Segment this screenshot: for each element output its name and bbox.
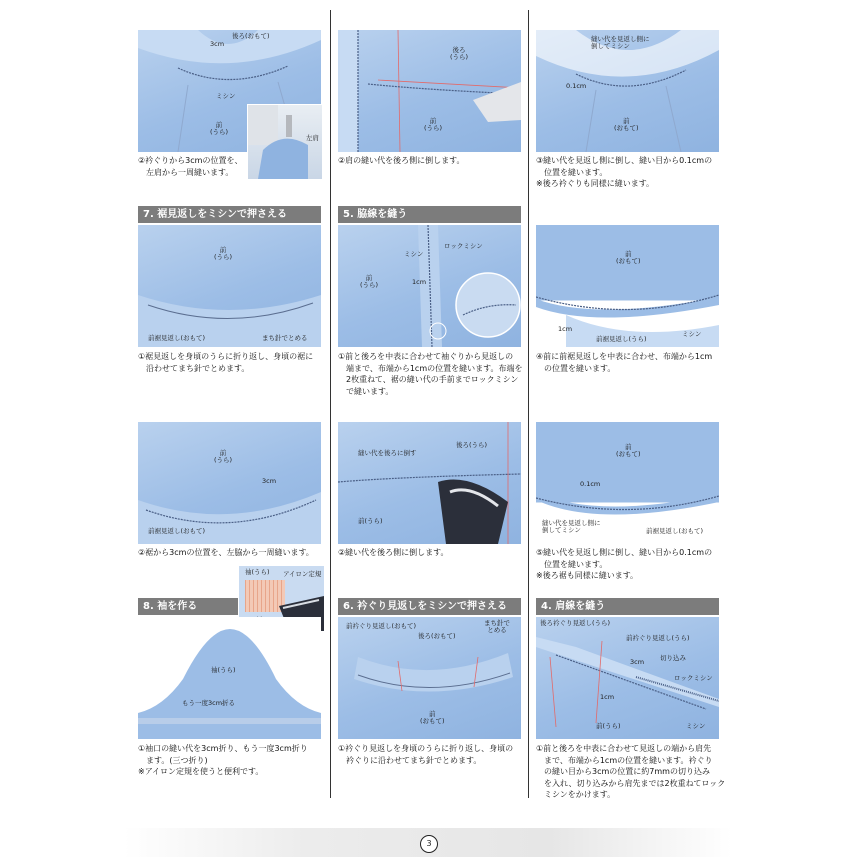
photo-hem-stitched	[138, 422, 321, 544]
label-facing: 前裾見返し(おもて)	[148, 527, 206, 535]
photo-hem-topstitch	[536, 422, 719, 544]
caption-line: ②縫い代を後ろ側に倒します。	[338, 548, 449, 557]
label-fold-back: 縫い代を後ろに倒す	[358, 449, 417, 457]
caption-line: 端まで、布端から1cmの位置を縫います。布端を	[338, 363, 523, 373]
caption-c2-p3	[338, 547, 528, 559]
photo-sleeve	[138, 617, 321, 739]
caption-line: ※後ろ衿ぐりも同様に縫います。	[536, 179, 655, 189]
label-machine: ミシン	[216, 92, 236, 100]
label-1cm: 1cm	[600, 693, 615, 701]
column-divider-right	[528, 10, 529, 798]
label-0.1cm: 0.1cm	[580, 480, 601, 488]
section-header-6: 6. 衿ぐり見返しをミシンで押さえる	[338, 598, 521, 615]
label-facing: 前衿ぐり見返し(おもて)	[346, 622, 417, 630]
caption-c2-p1	[338, 155, 528, 167]
caption-line: ※後ろ裾も同様に縫います。	[536, 571, 639, 581]
label-front: 前 (うら)	[360, 274, 379, 290]
caption-line: ②肩の縫い代を後ろ側に倒します。	[338, 156, 465, 165]
photo-neck-facing-pinned	[338, 617, 521, 739]
photo-side-seam	[338, 225, 521, 347]
photo-side-seam-iron	[338, 422, 521, 544]
label-front: 前 (うら)	[214, 246, 233, 262]
label-note: 縫い代を見返し側に 倒してミシン	[542, 519, 601, 535]
caption-c2-p2	[338, 351, 528, 397]
page-number: 3	[420, 835, 438, 853]
label-front: 前(うら)	[596, 722, 621, 730]
label-3cm: 3cm	[210, 40, 225, 48]
caption-line: ①前と後ろを中表に合わせて見返しの端から肩先	[536, 744, 712, 753]
section-header-4: 4. 肩線を縫う	[536, 598, 719, 615]
caption-line: で縫います。	[338, 386, 394, 396]
label-front: 前(うら)	[358, 517, 383, 525]
caption-line: ①裾見返しを身頃のうらに折り返し、身頃の裾に	[138, 352, 314, 361]
label-back: 後ろ(おもて)	[232, 32, 270, 40]
column-divider-left	[330, 10, 331, 798]
photo-hem-facing-sew	[536, 225, 719, 347]
caption-line: を入れ、切り込みから肩先までは2枚重ねてロック	[536, 778, 726, 788]
caption-c1-p1	[138, 155, 328, 178]
caption-line: 位置を縫います。	[536, 167, 608, 177]
caption-line: ④前に前裾見返しを中表に合わせ、布端から1cm	[536, 352, 713, 361]
caption-line: 位置を縫います。	[536, 559, 608, 569]
label-overlock: ロックミシン	[674, 674, 713, 682]
caption-c1-p4	[138, 743, 328, 778]
label-notch: 切り込み	[660, 654, 686, 662]
caption-line: ①前と後ろを中表に合わせて袖ぐりから見返しの	[338, 352, 514, 361]
label-back: 後ろ (うら)	[450, 46, 469, 62]
caption-line: まで、布端から1cmの位置を縫います。衿ぐり	[536, 755, 713, 765]
label-back-facing: 後ろ衿ぐり見返し(うら)	[540, 619, 611, 627]
label-1cm: 1cm	[558, 325, 573, 333]
caption-c3-p4	[536, 743, 726, 801]
photo-hem-facing-pinned	[138, 225, 321, 347]
section-header-5: 5. 脇線を縫う	[338, 206, 521, 223]
caption-line: ①袖口の縫い代を3cm折り、もう一度3cm折り	[138, 744, 308, 753]
caption-line: ①衿ぐり見返しを身頃のうらに折り返し、身頃の	[338, 744, 514, 753]
label-iron-ruler: アイロン定規	[283, 570, 322, 578]
label-front: 前 (うら)	[424, 117, 443, 133]
caption-c3-p2	[536, 351, 726, 374]
label-0.1cm: 0.1cm	[566, 82, 587, 90]
label-machine: ミシン	[682, 330, 702, 338]
label-front-facing: 前衿ぐり見返し(うら)	[626, 634, 690, 642]
caption-line: 2枚重ねて、裾の縫い代の手前までロックミシン	[338, 375, 519, 385]
caption-line: ⑤縫い代を見返し側に倒し、縫い目から0.1cmの	[536, 548, 713, 557]
label-front: 前 (おもて)	[420, 710, 445, 726]
caption-c2-p4	[338, 743, 528, 766]
label-front: 前 (うら)	[214, 449, 233, 465]
label-overlock: ロックミシン	[444, 242, 483, 250]
caption-c3-p3	[536, 547, 726, 582]
caption-line: 左肩から一周縫います。	[138, 167, 234, 177]
photo-neckline-topstitch	[536, 30, 719, 152]
label-front: 前 (おもて)	[614, 117, 639, 133]
caption-line: の縫い目から3cmの位置に約7mmの切り込み	[536, 767, 710, 777]
caption-line: ※アイロン定規を使うと便利です。	[138, 767, 264, 777]
label-sleeve: 袖(うら)	[211, 666, 236, 674]
label-left-sleeve: 左肩	[306, 134, 319, 142]
label-3cm: 3cm	[630, 658, 645, 666]
label-pin: まち針でとめる	[262, 334, 308, 342]
label-back: 後ろ(おもて)	[418, 632, 456, 640]
caption-c3-p1	[536, 155, 726, 190]
label-fold-again: もう一度3cm折る	[182, 699, 236, 707]
label-3cm: 3cm	[262, 477, 277, 485]
section-header-7: 7. 裾見返しをミシンで押さえる	[138, 206, 321, 223]
label-front: 前 (おもて)	[616, 250, 641, 266]
label-pin: まち針で とめる	[484, 619, 510, 635]
label-1cm: 1cm	[412, 278, 427, 286]
caption-line: ③縫い代を見返し側に倒し、縫い目から0.1cmの	[536, 156, 713, 165]
caption-line: ます。(三つ折り)	[138, 755, 208, 765]
section-header-8: 8. 袖を作る	[138, 598, 321, 615]
caption-line: ②衿ぐりから3cmの位置を、	[138, 156, 243, 165]
label-facing: 前裾見返し(うら)	[596, 335, 647, 343]
label-facing: 前裾見返し(おもて)	[646, 527, 704, 535]
label-machine: ミシン	[404, 250, 424, 258]
label-front: 前 (おもて)	[616, 443, 641, 459]
photo-shoulder-seam-iron	[338, 30, 521, 152]
caption-line: 衿ぐりに沿わせてまち針でとめます。	[338, 755, 482, 765]
label-machine: ミシン	[686, 722, 706, 730]
photo-shoulder-seam	[536, 617, 719, 739]
label-note: 縫い代を見返し側に 倒してミシン	[591, 35, 650, 51]
caption-line: ②裾から3cmの位置を、左脇から一周縫います。	[138, 548, 314, 557]
caption-c1-p2	[138, 351, 328, 374]
label-back: 後ろ(うら)	[456, 441, 488, 449]
label-facing: 前裾見返し(おもて)	[148, 334, 206, 342]
caption-line: の位置を縫います。	[536, 363, 616, 373]
label-sleeve-back: 袖(うら)	[245, 568, 270, 576]
caption-line: 沿わせてまち針でとめます。	[138, 363, 250, 373]
caption-line: ミシンをかけます。	[536, 790, 616, 800]
caption-c1-p3	[138, 547, 328, 559]
label-front: 前 (うら)	[210, 121, 229, 137]
